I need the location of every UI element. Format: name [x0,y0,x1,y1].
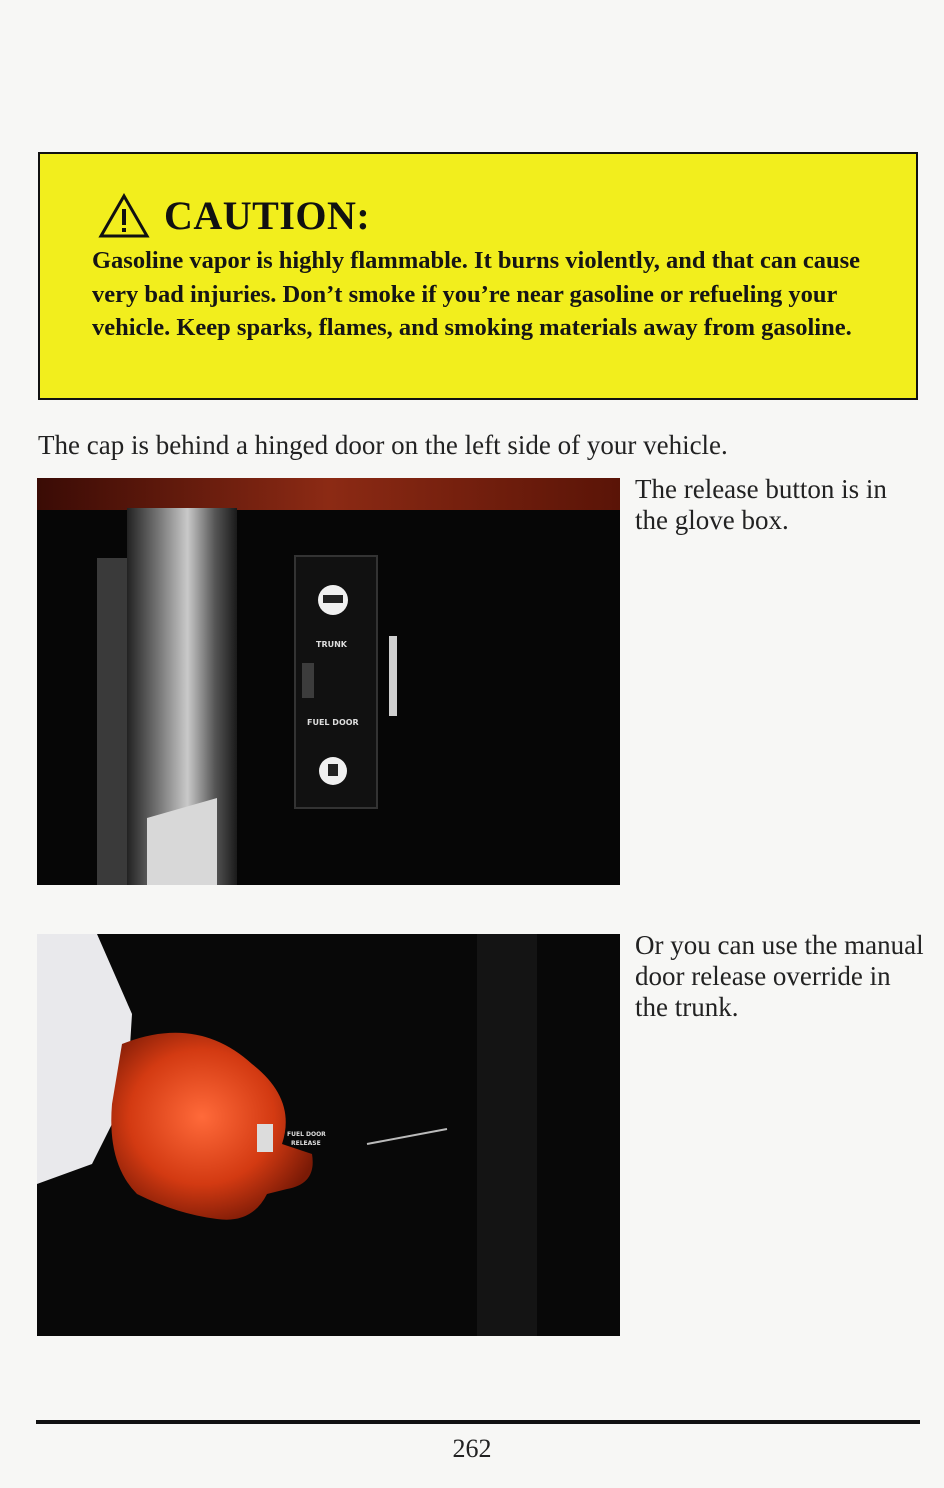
trunk-release-caption: Or you can use the manual door release override in the trunk. [635,930,924,1022]
caution-header [98,192,370,239]
glove-box-photo [37,478,620,885]
caution-text: Gasoline vapor is highly flammable. It burns violently, and that can cause very bad injuries. Don’t smoke if you’re near gasoline or refueling your vehicle. Keep sparks, flames, and smoking materials away from gasoline. [92,247,860,341]
footer-rule [36,1420,920,1424]
intro-text: The cap is behind a hinged door on the left side of your vehicle. [38,430,728,460]
release-tag: RELEASE [291,1140,321,1147]
trunk-release-photo [37,934,620,1336]
trunk-label: TRUNK [316,640,348,649]
glove-box-caption: The release button is in the glove box. [635,474,887,535]
fuel-door-tag: FUEL DOOR [287,1131,326,1138]
caution-box [38,152,918,400]
fuel-door-label: FUEL DOOR [307,718,359,727]
caution-title: CAUTION: [164,193,371,238]
warning-triangle-icon [98,193,150,239]
page-number: 262 [452,1434,492,1463]
